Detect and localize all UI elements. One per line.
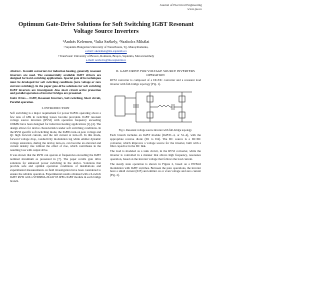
dc-source-block (115, 96, 125, 116)
journal-name: Journal of Electrical Engineering (159, 3, 202, 7)
affiliation-2-email (10, 59, 202, 63)
email-link-2[interactable]: e-mail: szabolcs@ms.sapientia.ro (85, 58, 127, 62)
paper-title-line-1: Optimum Gate-Drive Solutions for Soft Switching IGBT Resonant (18, 21, 194, 28)
paper-title (10, 21, 202, 35)
paper-title-line-2: Voltage Source Inverters (73, 28, 139, 35)
index-terms-label: Index Terms (10, 96, 26, 101)
journal-header (160, 4, 202, 12)
journal-url[interactable]: www.jee.ro (187, 6, 202, 11)
section-heading (110, 70, 201, 77)
inverter-circuit-diagram (112, 88, 200, 128)
abstract (10, 70, 101, 96)
intro-paragraph-2: It was shown that the RVSI can operate at frequencies exceeding the IGBT nominal maximum as presented in [7]. The paper recalls gate drive solutions for enhanced power switching in the device. Solutions that provide safe and optimal operation conditions of installations and experimental measurements on field investigation have been considered to ensure the reliable operation. Experimental results obtained with a 6-switch IGBT RVSI with a STD680A 20-kW 65 IPEG IGBT module in each bridge branch. (10, 153, 101, 184)
index-terms (10, 97, 101, 104)
intro-heading: I. INTRODUCTION (41, 105, 70, 110)
left-column (10, 70, 101, 185)
section-heading-line-1: II. GATE DRIVE FOR VOLTAGE SOURCE INVERTERS (116, 69, 195, 73)
email-link-1[interactable]: e-mail: akelemen@ms.sapientia.ro (85, 49, 127, 53)
paper-authors: ¹András Kelemen, ¹Iulia Székely, ²Szabolcs Mihálai (62, 39, 150, 44)
abstract-text: – In multi converters for induction heating, generally resonant inverters are used. The commercially available IGBT drivers are designed for hard-switching applications. Special gate drive techniques must be developed for soft switching conditions (zero voltage or zero current switching). In the paper gate-drive solutions for soft switching IGBT inverters are investigated. Also short circuit active protection and parallel operation of inverter bridges are presented. (10, 69, 101, 96)
section-paragraph-4: The steady state operation is shown in Figure 2, based on a PWM-6 modulation with IGBT switches. Between the pure operations, the inverter have a small current (ICE) and emitter on or even voltage and zero current (Fig. 2). (110, 162, 201, 178)
affiliation-1: ¹ Sapientia Hungarian University of Transilvania, Tg. Mureș/Romania, (63, 45, 149, 49)
intro-paragraph-1: Soft switching is a major requirement for power IGBTs operating above a few tens of kHz in switching losses become prevalent. IGBT resonant voltage source inverters (RVSI) with operation frequency exceeding 100kHz have been designed for induction heating applications [1]-[4]. The design allows for device characteristics under soft switching conditions. In the RVSI specific soft switching mode, the IGBTs turn-on zero voltage and Q1 high forward current, and the tail current at turn-off. In this mode, forward voltage drop, conductivity modulation lag while emitter dynamic voltage saturation, during the device turn-on, can become an elevated and current density rise without the effect of rise, which contributes in the resulting loss with output drive. (10, 111, 101, 153)
figure-caption: Fig.1. Resonant voltage source inverter with full-bridge topology. (118, 128, 193, 132)
right-column (110, 70, 201, 179)
abstract-label: Abstract (10, 69, 21, 73)
affiliation-2: ² TransSonic University of Brasov, Romania, Brașov, Sapientia, Marosvásárhely (57, 54, 155, 58)
load-inductor (158, 105, 170, 107)
section-paragraph-3: The load is modeled as a tank circuit, in the RVSI converter, while the inverter is controlled in a manner that allows high frequency, resonance operation, based on the inverter voltage that follows the load current. (110, 149, 201, 161)
index-terms-text: — IGBT, Resonant Inverters, Soft switching, Short circuit, Parallel operation. (10, 96, 101, 105)
section-heading-line-2: OPERATION (146, 72, 165, 77)
section-paragraph-1: RVSI converter is composed of a DC/DC converter and a resonant load inverter with full-bridge topology (Fig. 1). (110, 77, 201, 86)
section-paragraph-2: Each branch includes an IGBT module (IGBT1..4, or S1..4), with the appropriate reverse diode (D1 to D4). The DC source is a DC/DC converter, which improves a voltage source for the inverter, built with a filter capacitor in the DC link. (110, 133, 201, 149)
